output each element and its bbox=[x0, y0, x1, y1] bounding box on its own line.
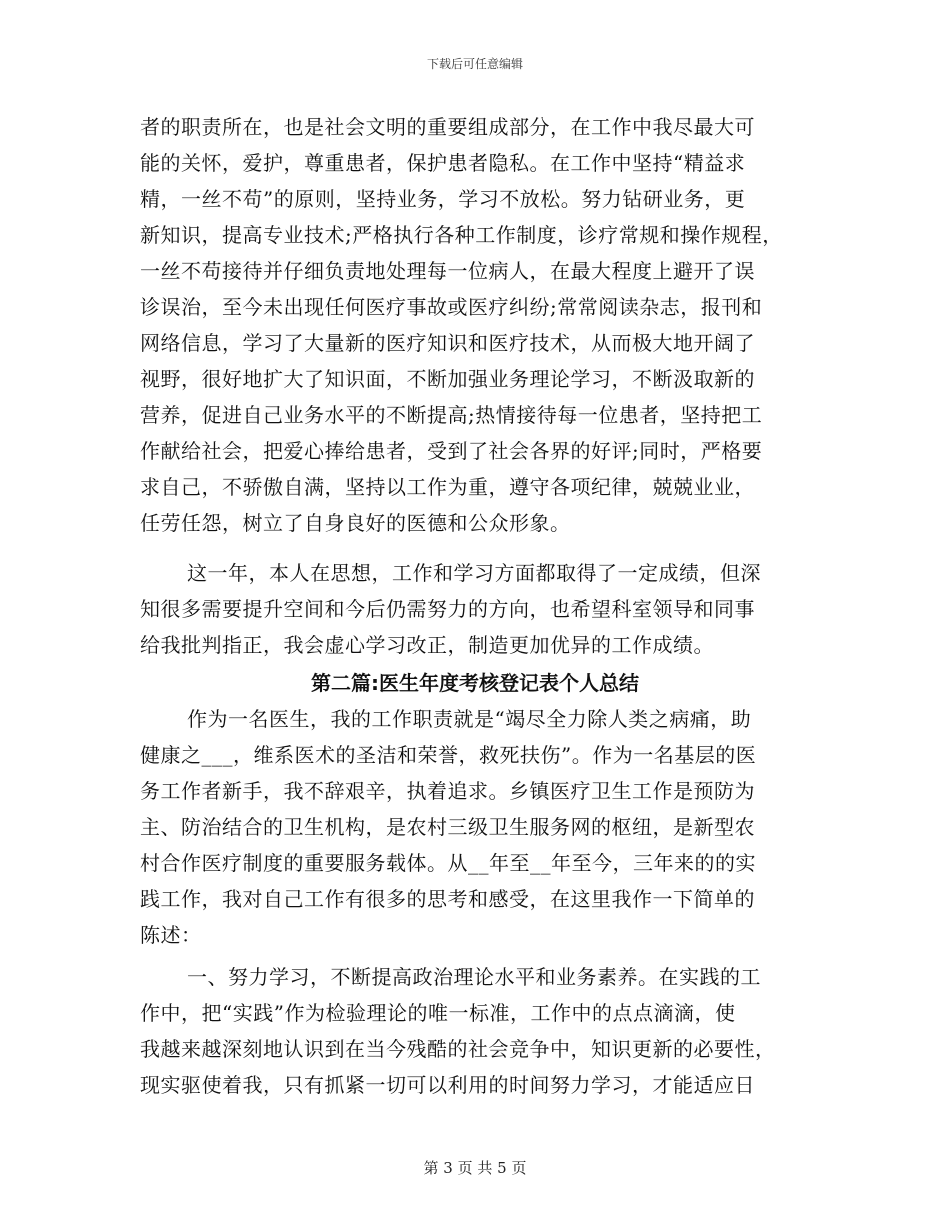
paragraph-line: 任劳任怨，树立了自身良好的医德和公众形象。 bbox=[140, 511, 571, 535]
paragraph-line: 者的职责所在，也是社会文明的重要组成部分，在工作中我尽最大可 bbox=[140, 115, 755, 139]
paragraph-line: 一丝不苟接待并仔细负责地处理每一位病人，在最大程度上避开了误 bbox=[140, 259, 755, 283]
paragraph-line: 健康之___，维系医术的圣洁和荣誉，救死扶伤”。作为一名基层的医 bbox=[140, 743, 757, 767]
paragraph-line: 网络信息，学习了大量新的医疗知识和医疗技术，从而极大地开阔了 bbox=[140, 331, 755, 355]
paragraph-line: 作为一名医生，我的工作职责就是“竭尽全力除人类之病痛，助 bbox=[187, 707, 752, 731]
paragraph-line: 诊误治，至今未出现任何医疗事故或医疗纠纷;常常阅读杂志，报刊和 bbox=[140, 295, 763, 319]
paragraph-line: 视野，很好地扩大了知识面，不断加强业务理论学习，不断汲取新的 bbox=[140, 367, 755, 391]
paragraph-line: 践工作，我对自己工作有很多的思考和感受，在这里我作一下简单的 bbox=[140, 887, 755, 911]
paragraph-line: 我越来越深刻地认识到在当今残酷的社会竞争中，知识更新的必要性， bbox=[140, 1037, 776, 1061]
section-heading: 第二篇:医生年度考核登记表个人总结 bbox=[311, 671, 639, 695]
paragraph-line: 精，一丝不苟”的原则，坚持业务，学习不放松。努力钻研业务，更 bbox=[140, 187, 746, 211]
paragraph-line: 求自己，不骄傲自满，坚持以工作为重，遵守各项纪律，兢兢业业， bbox=[140, 475, 755, 499]
paragraph-line: 作献给社会，把爱心捧给患者，受到了社会各界的好评;同时，严格要 bbox=[140, 439, 763, 463]
paragraph-line: 给我批判指正，我会虚心学习改正，制造更加优异的工作成绩。 bbox=[140, 633, 714, 657]
paragraph-line: 新知识，提高专业技术;严格执行各种工作制度，诊疗常规和操作规程， bbox=[140, 223, 783, 247]
paragraph-line: 现实驱使着我，只有抓紧一切可以利用的时间努力学习，才能适应日 bbox=[140, 1073, 755, 1097]
paragraph-line: 务工作者新手，我不辞艰辛，执着追求。乡镇医疗卫生工作是预防为 bbox=[140, 779, 755, 803]
paragraph-line: 主、防治结合的卫生机构，是农村三级卫生服务网的枢纽，是新型农 bbox=[140, 815, 755, 839]
paragraph-line: 陈述： bbox=[140, 923, 202, 947]
paragraph-line: 营养，促进自己业务水平的不断提高;热情接待每一位患者，坚持把工 bbox=[140, 403, 763, 427]
paragraph-line: 知很多需要提升空间和今后仍需努力的方向，也希望科室领导和同事 bbox=[140, 597, 755, 621]
paragraph-line: 能的关怀，爱护，尊重患者，保护患者隐私。在工作中坚持“精益求 bbox=[140, 151, 746, 175]
paragraph-line: 作中，把“实践”作为检验理论的唯一标准，工作中的点点滴滴，使 bbox=[140, 1001, 736, 1025]
page-header: 下载后可任意编辑 bbox=[426, 57, 523, 71]
paragraph-line: 一、努力学习，不断提高政治理论水平和业务素养。在实践的工 bbox=[187, 965, 761, 989]
paragraph-line: 村合作医疗制度的重要服务载体。从__年至__年至今，三年来的的实 bbox=[140, 851, 756, 875]
page-number: 第 3 页 共 5 页 bbox=[423, 1159, 527, 1177]
paragraph-line: 这一年，本人在思想，工作和学习方面都取得了一定成绩，但深 bbox=[187, 561, 761, 585]
